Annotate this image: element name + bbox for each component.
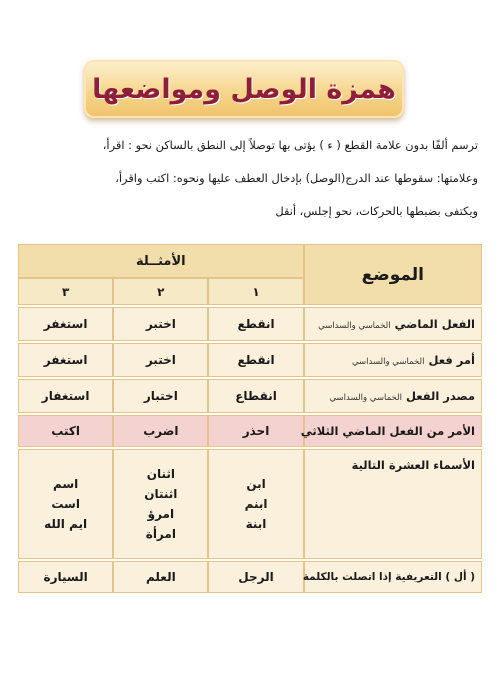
page-title: همزة الوصل ومواضعها (92, 73, 396, 105)
example-cell: انقطاع (208, 379, 303, 413)
example-cell: احذر (208, 415, 303, 447)
title-banner (84, 60, 404, 118)
example-cell (18, 449, 113, 559)
paragraph-line-2: وعلامتها: سقوطها عند الدرج(الوصل) بإدخال العطف عليها ونحوه: اكتب واقرأ، (115, 171, 478, 185)
example-word: اثنتان (144, 487, 178, 501)
paragraph-line-1: ترسم ألفًا بدون علامة القطع ( ء ) يؤتى بها توصلاً إلى النطق بالساكن نحو : اقرأ، (102, 138, 478, 152)
topic-label: الفعل الماضي (394, 317, 475, 331)
example-cell: السيارة (18, 561, 113, 593)
table-row (18, 343, 482, 377)
example-cell: اختبار (113, 379, 208, 413)
topic-cell (300, 415, 482, 447)
example-cell: اكتب (18, 415, 113, 447)
examples-header: الأمثــلة (18, 244, 304, 278)
topic-label: الأسماء العشرة التالية (351, 458, 475, 472)
topic-cell (304, 343, 482, 377)
examples-table (18, 244, 482, 593)
column-number-1: ١ (208, 278, 303, 305)
topic-cell (304, 379, 482, 413)
example-cell: انقطع (208, 307, 303, 341)
column-number-3: ٣ (18, 278, 113, 305)
table-row (18, 379, 482, 413)
example-cell: اختبر (113, 307, 208, 341)
topic-cell (304, 561, 482, 593)
example-cell (208, 449, 303, 559)
example-word: امرؤ (147, 507, 175, 521)
table-row (18, 561, 482, 593)
example-word: ابنة (245, 517, 267, 531)
example-word: است (51, 497, 80, 511)
table-row (18, 307, 482, 341)
example-word: اسم (52, 477, 79, 491)
example-word: امرأة (145, 527, 176, 541)
example-cell: اضرب (113, 415, 208, 447)
topic-label: الأمر من الفعل الماضي الثلاثي (300, 424, 475, 438)
topic-note: الخماسي والسداسي (318, 321, 391, 331)
table-row (18, 415, 482, 447)
topic-note: الخماسي والسداسي (329, 393, 402, 403)
example-cell: الرجل (208, 561, 303, 593)
topic-cell (304, 449, 482, 559)
example-word: ايم الله (44, 517, 88, 531)
table-row (18, 449, 482, 559)
example-cell: اختبر (113, 343, 208, 377)
topic-header: الموضع (304, 244, 482, 305)
topic-label: أمر فعل (428, 353, 475, 367)
topic-note: الخماسي والسداسي (351, 357, 425, 367)
topic-cell (304, 307, 482, 341)
example-cell (113, 449, 208, 559)
example-word: ابن (246, 477, 266, 491)
example-cell: العلم (113, 561, 208, 593)
topic-label: ( أل ) التعريفية إذا اتصلت بالكلمة (302, 571, 475, 583)
example-cell: استغفار (18, 379, 113, 413)
topic-label: مصدر الفعل (405, 389, 475, 403)
paragraph-line-3: ويكتفى بضبطها بالحركات، نحو إجلس، أنقل (275, 204, 478, 218)
example-cell: استغفر (18, 343, 113, 377)
example-cell: انقطع (208, 343, 303, 377)
example-word: ابنم (244, 497, 268, 511)
example-word: اثنان (146, 467, 175, 481)
column-number-2: ٢ (113, 278, 208, 305)
example-cell: استغفر (18, 307, 113, 341)
